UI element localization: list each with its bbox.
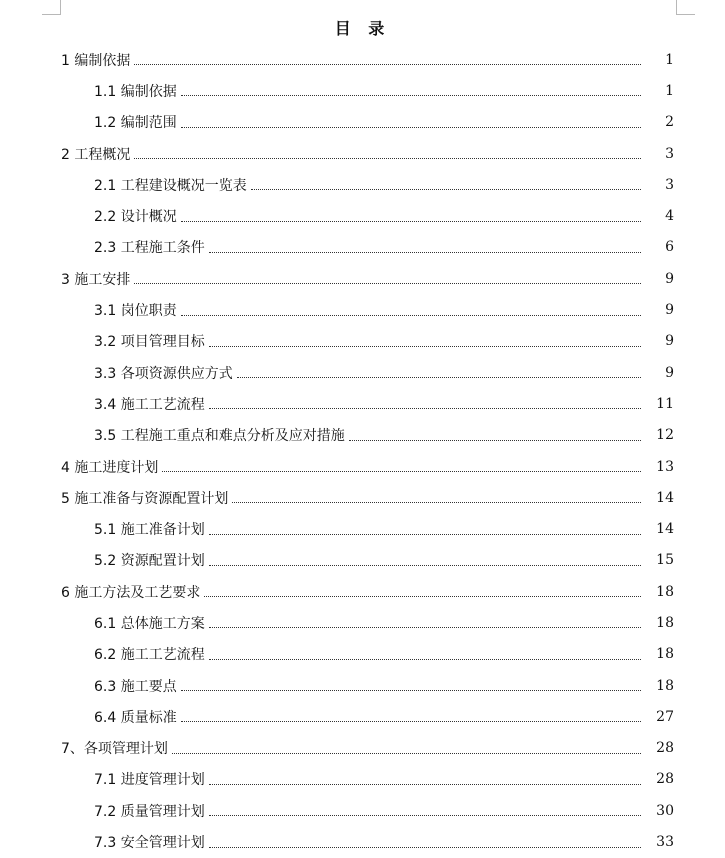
toc-dot-leader: [209, 659, 641, 660]
toc-dot-leader: [134, 283, 641, 284]
toc-entry-label: 6.4 质量标准: [94, 709, 177, 726]
toc-entry-label: 7.1 进度管理计划: [94, 772, 205, 789]
toc-entry-label: 1.2 编制范围: [94, 115, 177, 132]
toc-entry-page-number: 3: [665, 176, 674, 193]
toc-entry[interactable]: [0, 294, 725, 325]
toc-entry[interactable]: [0, 576, 725, 607]
toc-entry[interactable]: [0, 169, 725, 200]
toc-entry[interactable]: [0, 420, 725, 451]
toc-list: [0, 44, 725, 858]
toc-entry-page-number: 3: [665, 145, 674, 162]
toc-entry-page-number: 33: [656, 834, 674, 851]
toc-entry-label: 3.4 施工工艺流程: [94, 396, 205, 413]
toc-entry-page-number: 9: [665, 270, 674, 287]
toc-entry-label: 6.1 总体施工方案: [94, 615, 205, 632]
toc-dot-leader: [251, 189, 641, 190]
toc-dot-leader: [237, 377, 641, 378]
toc-entry-label: 3 施工安排: [61, 271, 131, 288]
toc-entry-label: 6.3 施工要点: [94, 678, 177, 695]
toc-entry[interactable]: [0, 451, 725, 482]
toc-entry[interactable]: [0, 326, 725, 357]
toc-entry[interactable]: [0, 701, 725, 732]
toc-entry-page-number: 28: [656, 740, 674, 757]
toc-entry-page-number: 6: [665, 239, 674, 256]
toc-entry-page-number: 15: [656, 552, 674, 569]
toc-entry-label: 2.2 设计概况: [94, 209, 177, 226]
toc-dot-leader: [209, 784, 641, 785]
toc-dot-leader: [181, 95, 641, 96]
toc-dot-leader: [204, 596, 641, 597]
toc-entry-page-number: 1: [665, 51, 674, 68]
toc-dot-leader: [209, 627, 641, 628]
toc-entry-page-number: 28: [656, 771, 674, 788]
toc-dot-leader: [209, 847, 641, 848]
toc-entry-label: 5.1 施工准备计划: [94, 522, 205, 539]
toc-entry[interactable]: [0, 75, 725, 106]
toc-dot-leader: [349, 440, 641, 441]
toc-entry-label: 3.1 岗位职责: [94, 303, 177, 320]
toc-entry[interactable]: [0, 232, 725, 263]
toc-entry-page-number: 9: [665, 302, 674, 319]
toc-dot-leader: [172, 753, 641, 754]
toc-entry-label: 1 编制依据: [61, 52, 131, 69]
toc-entry-label: 3.5 工程施工重点和难点分析及应对措施: [94, 428, 345, 445]
page-corner-mark-top-left: [42, 0, 61, 15]
toc-dot-leader: [181, 690, 641, 691]
toc-entry[interactable]: [0, 670, 725, 701]
toc-entry-page-number: 9: [665, 333, 674, 350]
toc-dot-leader: [134, 64, 641, 65]
toc-entry-page-number: 4: [665, 208, 674, 225]
page-corner-mark-top-right: [676, 0, 695, 15]
toc-dot-leader: [209, 534, 641, 535]
toc-entry[interactable]: [0, 107, 725, 138]
toc-entry-page-number: 18: [656, 614, 674, 631]
toc-entry-label: 3.2 项目管理目标: [94, 334, 205, 351]
toc-entry-page-number: 11: [656, 395, 674, 412]
toc-entry-page-number: 30: [656, 802, 674, 819]
toc-entry[interactable]: [0, 482, 725, 513]
toc-entry-label: 6.2 施工工艺流程: [94, 647, 205, 664]
toc-entry[interactable]: [0, 44, 725, 75]
toc-dot-leader: [209, 565, 641, 566]
toc-entry-label: 7.2 质量管理计划: [94, 803, 205, 820]
toc-entry-page-number: 9: [665, 364, 674, 381]
toc-entry[interactable]: [0, 795, 725, 826]
toc-entry[interactable]: [0, 545, 725, 576]
toc-dot-leader: [209, 346, 641, 347]
toc-dot-leader: [162, 471, 641, 472]
toc-dot-leader: [181, 127, 641, 128]
toc-entry[interactable]: [0, 513, 725, 544]
toc-dot-leader: [181, 315, 641, 316]
toc-entry[interactable]: [0, 607, 725, 638]
toc-dot-leader: [209, 815, 641, 816]
toc-entry-page-number: 13: [656, 458, 674, 475]
toc-entry-label: 1.1 编制依据: [94, 83, 177, 100]
toc-dot-leader: [181, 221, 641, 222]
toc-entry-page-number: 1: [665, 82, 674, 99]
toc-entry-label: 5 施工准备与资源配置计划: [61, 490, 229, 507]
toc-entry[interactable]: [0, 826, 725, 857]
toc-entry-label: 4 施工进度计划: [61, 459, 159, 476]
toc-dot-leader: [209, 252, 641, 253]
toc-entry-page-number: 2: [665, 114, 674, 131]
toc-dot-leader: [232, 502, 641, 503]
toc-entry[interactable]: [0, 263, 725, 294]
toc-entry[interactable]: [0, 388, 725, 419]
toc-dot-leader: [209, 408, 641, 409]
toc-entry[interactable]: [0, 138, 725, 169]
toc-entry-label: 7、各项管理计划: [61, 741, 168, 758]
toc-entry-page-number: 27: [656, 708, 674, 725]
toc-dot-leader: [134, 158, 641, 159]
toc-entry-page-number: 18: [656, 583, 674, 600]
toc-entry[interactable]: [0, 639, 725, 670]
toc-entry-label: 2.1 工程建设概况一览表: [94, 177, 247, 194]
toc-title: 目 录: [334, 19, 391, 38]
toc-entry-label: 7.3 安全管理计划: [94, 835, 205, 852]
toc-entry-page-number: 14: [656, 521, 674, 538]
toc-entry[interactable]: [0, 764, 725, 795]
toc-entry-label: 2 工程概况: [61, 146, 131, 163]
toc-entry-page-number: 12: [656, 427, 674, 444]
toc-entry-page-number: 18: [656, 646, 674, 663]
toc-dot-leader: [181, 721, 641, 722]
toc-entry-page-number: 18: [656, 677, 674, 694]
toc-entry[interactable]: [0, 357, 725, 388]
toc-entry-page-number: 14: [656, 489, 674, 506]
toc-entry-label: 3.3 各项资源供应方式: [94, 365, 233, 382]
toc-entry-label: 2.3 工程施工条件: [94, 240, 205, 257]
toc-entry[interactable]: [0, 733, 725, 764]
toc-entry-label: 5.2 资源配置计划: [94, 553, 205, 570]
toc-entry-label: 6 施工方法及工艺要求: [61, 584, 201, 601]
toc-entry[interactable]: [0, 200, 725, 231]
